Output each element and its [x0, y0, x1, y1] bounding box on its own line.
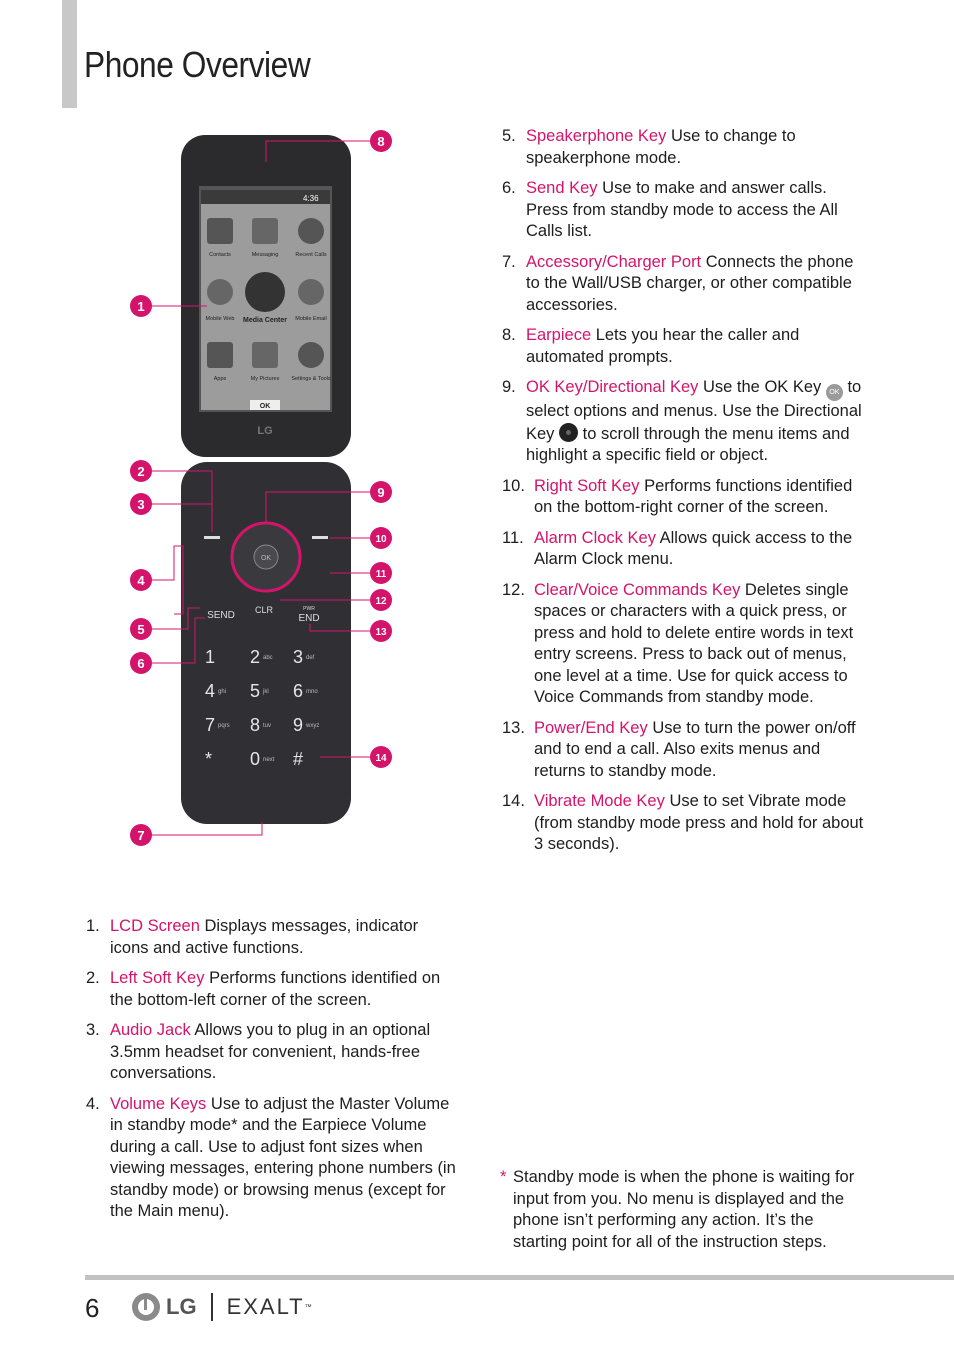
phone-lg-label: LG — [257, 425, 273, 437]
svg-text:2: 2 — [250, 647, 261, 667]
svg-text:wxyz: wxyz — [306, 723, 320, 729]
screen-ok-label: OK — [259, 403, 271, 410]
svg-text:Recent Calls: Recent Calls — [295, 252, 327, 258]
svg-text:6: 6 — [293, 681, 304, 701]
right-soft-key — [312, 536, 328, 539]
svg-text:jkl: jkl — [263, 689, 269, 695]
left-feature-list — [86, 916, 460, 1232]
svg-text:14: 14 — [375, 753, 387, 764]
list-item: 1. LCD Screen Displays messages, indicator icons and active functions. — [86, 917, 419, 957]
svg-text:13: 13 — [375, 627, 387, 638]
list-item: 10. Right Soft Key Performs functions identified on the bottom-right corner of the screen. — [502, 476, 853, 516]
svg-text:7: 7 — [137, 828, 145, 843]
callout-6 — [130, 652, 152, 674]
callout-1 — [130, 295, 152, 317]
callout-13 — [370, 620, 392, 642]
svg-text:3: 3 — [137, 497, 145, 512]
callout-2 — [130, 460, 152, 482]
svg-text:2: 2 — [137, 464, 145, 479]
svg-text:def: def — [306, 655, 315, 661]
footnote: * Standby mode is when the phone is waiting for input from you. No menu is displayed and the phone isn’t performing any action. It’s the starting point for all of the instruction steps. — [500, 1168, 855, 1251]
directional-key-icon — [559, 423, 578, 442]
ok-key-icon: OK — [826, 384, 843, 401]
callout-12 — [370, 589, 392, 611]
left-soft-key — [204, 536, 220, 539]
list-item: 12. Clear/Voice Commands Key Deletes single spaces or characters with a quick press, or press and hold to delete entire words in text entry screens. Press to back out of menus, one level at a time. Use for quick access to Voice Commands from standby mode. — [502, 580, 854, 706]
svg-text:Messaging: Messaging — [251, 252, 279, 258]
svg-text:*: * — [205, 749, 213, 769]
callout-7 — [130, 824, 152, 846]
svg-text:1: 1 — [137, 299, 145, 314]
phone-illustration — [120, 120, 420, 855]
brand-name: LG — [166, 1294, 197, 1319]
svg-text:4: 4 — [205, 681, 216, 701]
right-feature-list — [502, 126, 871, 865]
page-title: Phone Overview — [84, 44, 311, 85]
list-item: 14. Vibrate Mode Key Use to set Vibrate mode (from standby mode press and hold for about 3 seconds). — [502, 792, 864, 853]
svg-text:3: 3 — [293, 647, 304, 667]
svg-text:abc: abc — [263, 655, 273, 661]
lg-logo-icon — [132, 1293, 160, 1321]
svg-text:Mobile Email: Mobile Email — [295, 316, 327, 322]
list-item: 8. Earpiece Lets you hear the caller and automated prompts. — [502, 326, 800, 366]
callout-5 — [130, 618, 152, 640]
svg-text:#: # — [293, 749, 304, 769]
svg-text:9: 9 — [293, 715, 304, 735]
callout-8 — [370, 130, 392, 152]
logo-divider — [211, 1293, 213, 1321]
svg-text:Settings & Tools: Settings & Tools — [291, 376, 331, 382]
svg-text:Apps: Apps — [213, 376, 227, 382]
header-side-bar — [62, 0, 77, 108]
svg-text:5: 5 — [137, 622, 145, 637]
footer-rule — [85, 1275, 954, 1280]
svg-text:tuv: tuv — [263, 723, 272, 729]
svg-text:mno: mno — [306, 689, 318, 695]
end-key: END — [298, 613, 320, 624]
svg-text:Media Center: Media Center — [243, 317, 287, 324]
list-item: 2. Left Soft Key Performs functions identified on the bottom-left corner of the screen. — [86, 969, 441, 1009]
svg-text:pqrs: pqrs — [218, 723, 230, 729]
footer-logo — [132, 1292, 312, 1322]
list-item: 11. Alarm Clock Key Allows quick access to the Alarm Clock menu. — [502, 528, 853, 568]
svg-text:My Pictures: My Pictures — [250, 376, 280, 382]
list-item: 5. Speakerphone Key Use to change to speakerphone mode. — [502, 127, 796, 167]
svg-text:5: 5 — [250, 681, 261, 701]
svg-text:8: 8 — [250, 715, 261, 735]
svg-text:1: 1 — [205, 647, 216, 667]
page-number: 6 — [85, 1293, 100, 1323]
list-item: 6. Send Key Use to make and answer calls. Press from standby mode to access the All Calls list. — [502, 179, 838, 240]
svg-text:PWR: PWR — [303, 606, 315, 612]
clr-key: CLR — [254, 605, 274, 615]
svg-text:12: 12 — [375, 596, 387, 607]
svg-text:7: 7 — [205, 715, 216, 735]
callout-9 — [370, 481, 392, 503]
app-icons — [207, 218, 327, 368]
svg-text:Mobile Web: Mobile Web — [205, 316, 235, 322]
svg-text:8: 8 — [377, 134, 385, 149]
svg-text:next: next — [263, 757, 275, 763]
list-item: 4. Volume Keys Use to adjust the Master Volume in standby mode* and the Earpiece Volume during a call. Use to adjust font sizes when viewing messages, entering phone numbers (in standby mode) or browsing menus (except for the Main menu). — [86, 1094, 456, 1220]
svg-text:Contacts: Contacts — [209, 252, 231, 258]
callout-4 — [130, 569, 152, 591]
callout-3 — [130, 493, 152, 515]
product-name: EXALT — [226, 1294, 305, 1319]
svg-text:6: 6 — [137, 656, 145, 671]
callout-10 — [370, 527, 392, 549]
svg-text:10: 10 — [375, 534, 387, 545]
callout-11 — [370, 562, 392, 584]
svg-text:0: 0 — [250, 749, 261, 769]
list-item: 3. Audio Jack Allows you to plug in an optional 3.5mm headset for convenient, hands-free conversations. — [86, 1021, 431, 1082]
list-item: 13. Power/End Key Use to turn the power on/off and to end a call. Also exits menus and returns to standby mode. — [502, 718, 856, 780]
list-item: 9. OK Key/Directional Key Use the OK Key OK to select options and menus. Use the Directional Key to scroll through the menu items and highlight a specific field or object. — [502, 378, 862, 464]
svg-text:11: 11 — [375, 569, 387, 580]
svg-text:9: 9 — [377, 485, 385, 500]
svg-text:ghi: ghi — [218, 689, 227, 695]
svg-text:4: 4 — [137, 573, 145, 588]
list-item: 7. Accessory/Charger Port Connects the phone to the Wall/USB charger, or other compatible accessories. — [502, 252, 854, 314]
status-time: 4:36 — [303, 194, 319, 203]
trademark: ™ — [304, 1303, 312, 1311]
send-key: SEND — [207, 610, 235, 621]
svg-text:OK: OK — [260, 555, 272, 562]
callout-14 — [370, 746, 392, 768]
